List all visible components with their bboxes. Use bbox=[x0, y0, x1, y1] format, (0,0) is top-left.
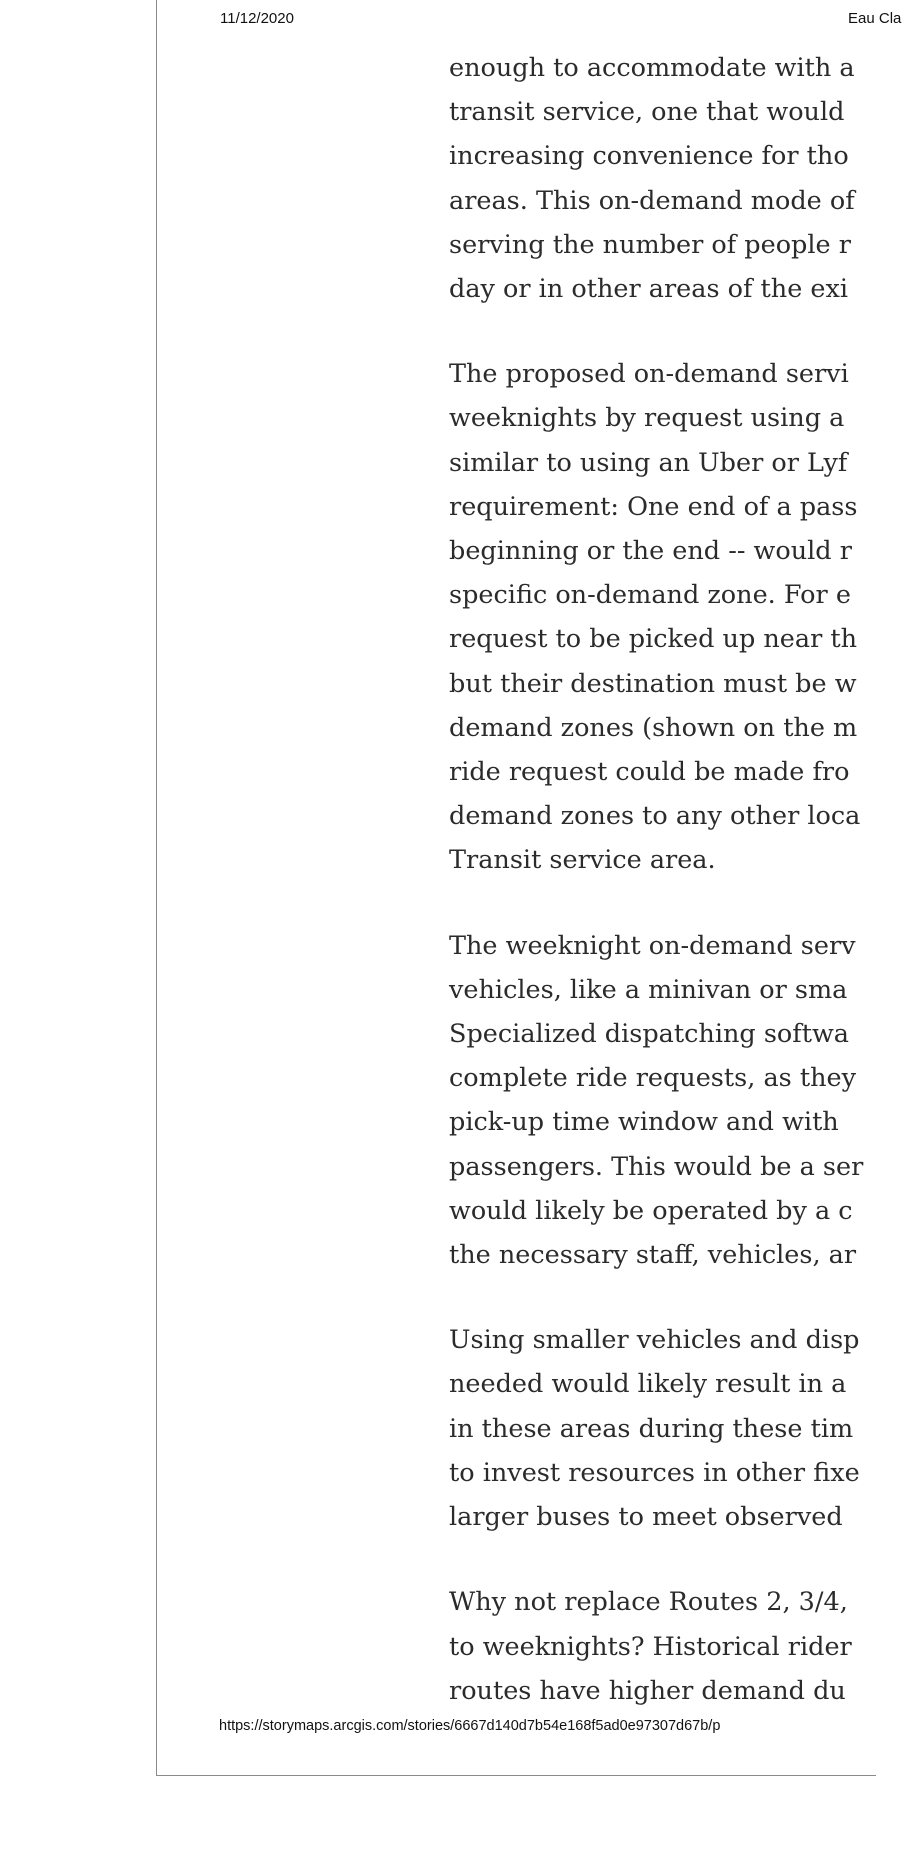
text-line: the necessary staff, vehicles, ar bbox=[449, 1240, 857, 1271]
print-page-title: Eau Cla bbox=[848, 10, 902, 27]
story-body bbox=[449, 46, 909, 1754]
text-line: larger buses to meet observed bbox=[449, 1502, 843, 1533]
text-line: vehicles, like a minivan or sma bbox=[449, 974, 848, 1005]
story-paragraph bbox=[449, 1580, 909, 1713]
text-line: but their destination must be w bbox=[449, 668, 857, 699]
text-line: The proposed on-demand servi bbox=[449, 359, 849, 390]
text-line: specific on-demand zone. For e bbox=[449, 580, 851, 611]
text-line: demand zones (shown on the m bbox=[449, 712, 858, 743]
text-line: Specialized dispatching softwa bbox=[449, 1019, 849, 1050]
text-line: complete ride requests, as they bbox=[449, 1063, 857, 1094]
text-line: increasing convenience for tho bbox=[449, 141, 849, 172]
print-footer-url: https://storymaps.arcgis.com/stories/6667d140d7b54e168f5ad0e97307d67b/p bbox=[219, 1718, 721, 1734]
print-header bbox=[220, 10, 902, 30]
text-line: weeknights by request using a bbox=[449, 403, 845, 434]
text-line: serving the number of people r bbox=[449, 229, 851, 260]
text-line: similar to using an Uber or Lyf bbox=[449, 447, 848, 478]
text-line: needed would likely result in a bbox=[449, 1369, 847, 1400]
text-line: areas. This on-demand mode of bbox=[449, 185, 855, 216]
text-line: enough to accommodate with a bbox=[449, 53, 855, 83]
text-line: Using smaller vehicles and disp bbox=[449, 1325, 860, 1356]
text-line: transit service, one that would bbox=[449, 97, 845, 128]
text-line: request to be picked up near th bbox=[449, 624, 858, 655]
story-paragraph bbox=[449, 924, 909, 1278]
text-line: Why not replace Routes 2, 3/4, bbox=[449, 1587, 848, 1618]
text-line: day or in other areas of the exi bbox=[449, 274, 849, 305]
story-paragraph bbox=[449, 1318, 909, 1539]
story-paragraph bbox=[449, 352, 909, 882]
text-line: The weeknight on-demand serv bbox=[449, 930, 856, 961]
text-line: to invest resources in other fixe bbox=[449, 1457, 860, 1488]
text-line: routes have higher demand du bbox=[449, 1675, 846, 1706]
text-line: pick-up time window and with bbox=[449, 1107, 839, 1138]
text-line: would likely be operated by a c bbox=[449, 1195, 853, 1226]
text-line: to weeknights? Historical rider bbox=[449, 1631, 852, 1662]
text-line: Transit service area. bbox=[449, 845, 716, 876]
text-line: demand zones to any other loca bbox=[449, 801, 861, 832]
text-line: passengers. This would be a ser bbox=[449, 1151, 864, 1182]
text-line: in these areas during these tim bbox=[449, 1413, 854, 1444]
print-date: 11/12/2020 bbox=[220, 10, 294, 27]
text-line: ride request could be made fro bbox=[449, 757, 850, 788]
text-line: beginning or the end -- would r bbox=[449, 536, 852, 567]
text-line: requirement: One end of a pass bbox=[449, 491, 858, 522]
story-paragraph bbox=[449, 46, 909, 311]
printed-page bbox=[156, 0, 902, 1776]
